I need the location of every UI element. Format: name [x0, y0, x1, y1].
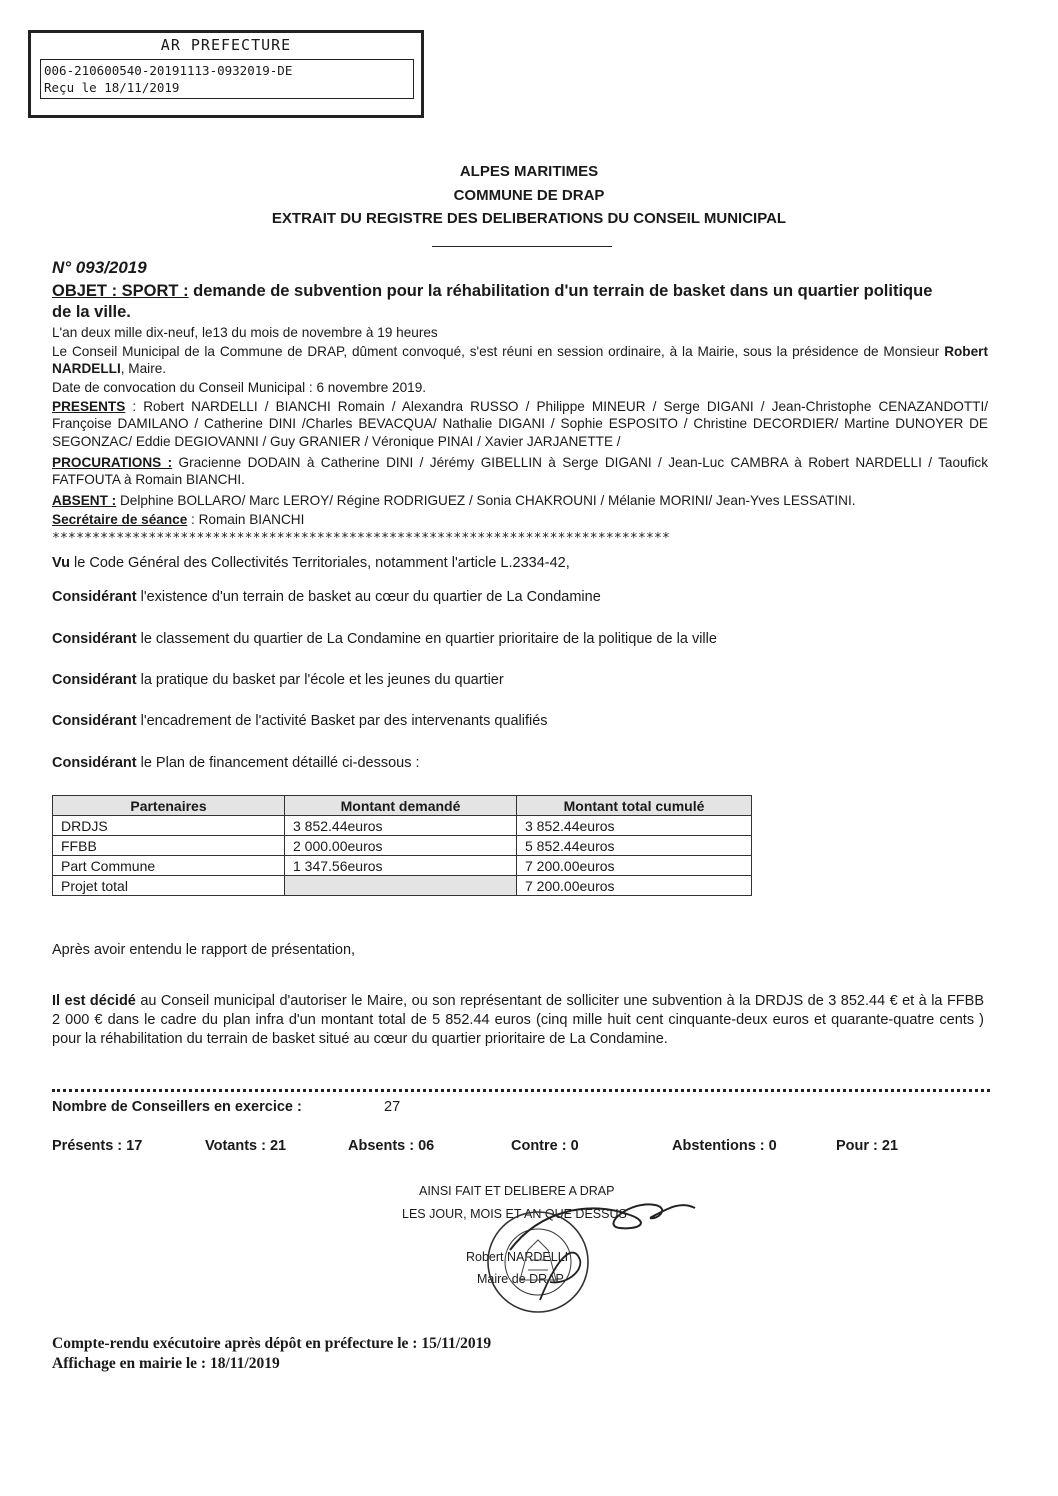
- table-cell: 2 000.00euros: [285, 836, 517, 856]
- intro-session-end: , Maire.: [120, 361, 167, 377]
- considerant-2: [52, 631, 717, 647]
- procurations-text: Gracienne DODAIN à Catherine DINI / Jérémy GIBELLIN à Serge DIGANI / Jean-Luc CAMBRA à Robert NARDELLI / Taoufick FATFOUTA à Romain BIANCHI.: [52, 455, 988, 488]
- signature-line1: AINSI FAIT ET DELIBERE A DRAP: [419, 1184, 615, 1198]
- considerant-5: [52, 755, 420, 771]
- absent-label: ABSENT :: [52, 493, 117, 508]
- objet-label: OBJET : SPORT :: [52, 282, 189, 300]
- intro-session-text: Le Conseil Municipal de la Commune de DRAP, dûment convoqué, s'est réuni en session ordinaire, à la Mairie, sous la présidence de Monsieur: [52, 344, 945, 359]
- table-cell: FFBB: [53, 836, 285, 856]
- considerant-text: l'existence d'un terrain de basket au cœur du quartier de La Condamine: [136, 589, 601, 605]
- considerant-3: [52, 672, 504, 688]
- presents-text: : Robert NARDELLI / BIANCHI Romain / Alexandra RUSSO / Philippe MINEUR / Serge DIGANI / Jean-Christophe CENAZANDOTTI/ Françoise DAMILANO / Catherine DINI /Charles BEVACQUA/ Nathalie DIGANI / Sophie ESPOSITO / Christine DECORDIER/ Martine DUNOYER DE SEGONZAC/ Eddie DEGIOVANNI / Guy GRANIER / Véronique PINAI / Xavier JARJANETTE /: [52, 399, 988, 449]
- vu-clause: [52, 555, 570, 571]
- count-abstentions: Abstentions : 0: [672, 1138, 777, 1154]
- column-header: Montant total cumulé: [517, 796, 752, 816]
- table-header-row: [53, 796, 752, 816]
- intro-mayor-name: Robert NARDELLI: [52, 344, 988, 377]
- dotted-separator: [52, 1089, 990, 1092]
- conseillers-label: Nombre de Conseillers en exercice :: [52, 1099, 302, 1115]
- considerant-label: Considérant: [52, 755, 137, 771]
- considerant-text: le classement du quartier de La Condamine en quartier prioritaire de la politique de la ville: [136, 631, 717, 647]
- signature-title: Maire de DRAP: [477, 1272, 564, 1286]
- count-votants: Votants : 21: [205, 1138, 287, 1154]
- table-row: [53, 816, 752, 836]
- decision-label: Il est décidé: [52, 993, 136, 1009]
- considerant-label: Considérant: [52, 631, 137, 647]
- mairie-seal-and-signature: [480, 1190, 710, 1330]
- secretaire-text: : Romain BIANCHI: [187, 512, 305, 527]
- considerant-label: Considérant: [52, 713, 137, 729]
- deliberation-number: N° 093/2019: [52, 258, 147, 277]
- intro-session: [52, 343, 988, 378]
- secretaire: [52, 511, 988, 528]
- considerant-label: Considérant: [52, 589, 137, 605]
- considerant-4: [52, 713, 548, 729]
- considerant-text: l'encadrement de l'activité Basket par des intervenants qualifiés: [136, 713, 548, 729]
- footer-executoire: Compte-rendu exécutoire après dépôt en préfecture le : 15/11/2019: [52, 1335, 492, 1352]
- stamp-reference: 006-210600540-20191113-0932019-DE: [44, 63, 293, 78]
- table-row: [53, 856, 752, 876]
- header-department: ALPES MARITIMES: [459, 163, 599, 180]
- objet-text: demande de subvention pour la réhabilitation d'un terrain de basket dans un quartier politique de la ville.: [52, 282, 933, 321]
- absent-list: [52, 492, 988, 509]
- considerant-label: Considérant: [52, 672, 137, 688]
- table-cell: DRDJS: [53, 816, 285, 836]
- financing-table: [52, 795, 752, 896]
- stamp-received-date: Reçu le 18/11/2019: [44, 80, 180, 95]
- decision-text: au Conseil municipal d'autoriser le Maire, ou son représentant de solliciter une subvention à la DRDJS de 3 852.44 € et à la FFBB 2 000 € dans le cadre du plan infra d'un montant total de 5 852.44 euros (cinq mille huit cent cinquante-deux euros et quarante-quatre cents ) pour la réhabilitation du terrain de basket situé au cœur du quartier prioritaire de La Condamine.: [52, 993, 984, 1047]
- table-cell: 3 852.44euros: [285, 816, 517, 836]
- count-presents: Présents : 17: [52, 1138, 143, 1154]
- signature-name: Robert NARDELLI: [466, 1250, 569, 1264]
- after-report: Après avoir entendu le rapport de présentation,: [52, 942, 356, 958]
- signature-line2: LES JOUR, MOIS ET AN QUE DESSUS: [402, 1207, 627, 1221]
- stamp-title: AR PREFECTURE: [160, 36, 292, 54]
- count-absents: Absents : 06: [348, 1138, 435, 1154]
- column-header: Partenaires: [53, 796, 285, 816]
- considerant-text: le Plan de financement détaillé ci-dessous :: [136, 755, 420, 771]
- footer-affichage: Affichage en mairie le : 18/11/2019: [52, 1355, 280, 1372]
- column-header: Montant demandé: [285, 796, 517, 816]
- table-cell: 7 200.00euros: [517, 856, 752, 876]
- table-cell: 7 200.00euros: [517, 876, 752, 896]
- separator-stars: *****************************************************************************: [52, 531, 671, 546]
- intro-date: L'an deux mille dix-neuf, le13 du mois de novembre à 19 heures: [52, 325, 438, 340]
- considerant-1: [52, 589, 601, 605]
- header-divider: [432, 246, 612, 247]
- decision-paragraph: [52, 992, 984, 1049]
- considerant-text: la pratique du basket par l'école et les jeunes du quartier: [136, 672, 504, 688]
- table-cell: 1 347.56euros: [285, 856, 517, 876]
- table-cell: 3 852.44euros: [517, 816, 752, 836]
- table-cell: Projet total: [53, 876, 285, 896]
- table-cell: 5 852.44euros: [517, 836, 752, 856]
- table-cell: [285, 876, 517, 896]
- secretaire-label: Secrétaire de séance: [52, 512, 188, 527]
- vu-text: le Code Général des Collectivités Territoriales, notamment l'article L.2334-42,: [70, 555, 570, 571]
- deliberation-objet: [52, 281, 952, 323]
- absent-text: Delphine BOLLARO/ Marc LEROY/ Régine RODRIGUEZ / Sonia CHAKROUNI / Mélanie MORINI/ Jean-Yves LESSATINI.: [116, 493, 856, 508]
- count-contre: Contre : 0: [511, 1138, 579, 1154]
- vu-label: Vu: [52, 555, 70, 571]
- procurations-label: PROCURATIONS :: [52, 455, 173, 470]
- header-register-title: EXTRAIT DU REGISTRE DES DELIBERATIONS DU CONSEIL MUNICIPAL: [271, 210, 787, 227]
- procurations-list: [52, 454, 988, 489]
- convocation-date: Date de convocation du Conseil Municipal : 6 novembre 2019.: [52, 380, 427, 395]
- table-cell: Part Commune: [53, 856, 285, 876]
- count-pour: Pour : 21: [836, 1138, 899, 1154]
- presents-list: [52, 398, 988, 450]
- table-row: [53, 876, 752, 896]
- header-commune: COMMUNE DE DRAP: [453, 187, 605, 204]
- table-row: [53, 836, 752, 856]
- presents-label: PRESENTS: [52, 399, 126, 414]
- conseillers-value: 27: [384, 1099, 401, 1115]
